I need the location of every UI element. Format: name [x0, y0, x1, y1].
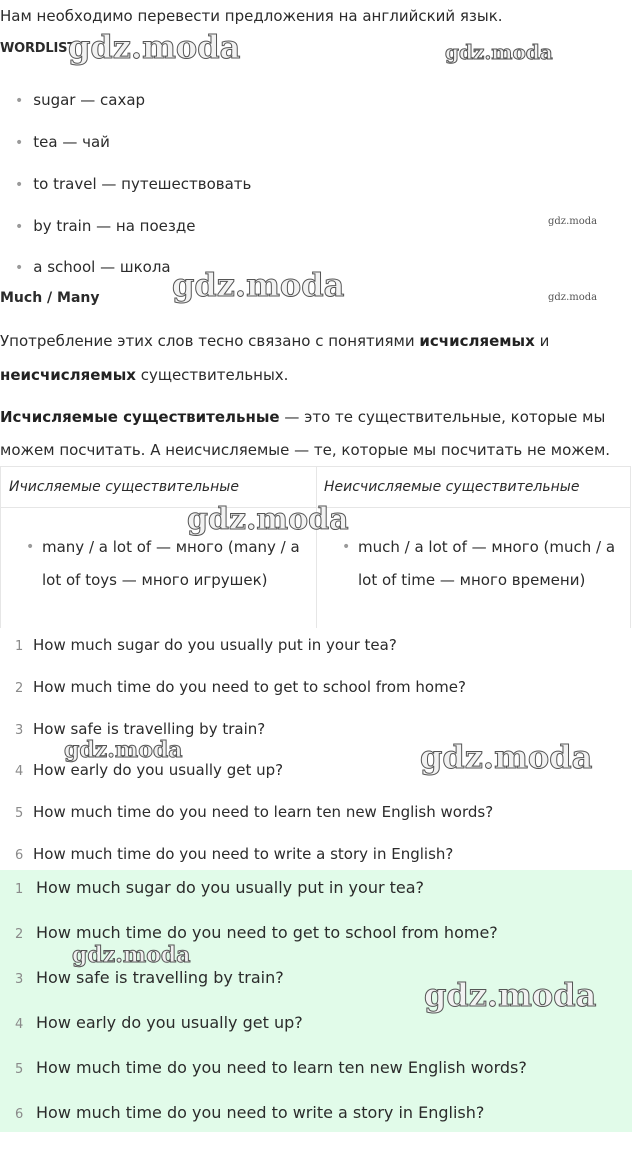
watermark-logo: gdz.moda [64, 737, 183, 763]
vocab-item: • to travel — путешествовать [15, 175, 252, 193]
question-item: 6 How much time do you need to write a story in English? [15, 845, 454, 863]
question-item: 2 How much time do you need to get to school from home? [15, 678, 466, 696]
paragraph-line: Употребление этих слов тесно связано с понятиями исчисляемых и [0, 332, 550, 350]
bullet-icon: • [15, 135, 24, 151]
bullet-icon: • [15, 260, 24, 276]
vocab-item: • by train — на поезде [15, 217, 196, 235]
table-divider [316, 467, 317, 628]
question-item: 5 How much time do you need to learn ten new English words? [15, 803, 494, 821]
bullet-icon: • [15, 177, 24, 193]
bullet-icon: • [15, 219, 24, 235]
bullet-icon: • [15, 93, 24, 109]
vocab-item: • tea — чай [15, 133, 110, 151]
watermark-logo: gdz.moda [68, 28, 241, 66]
wordlist-heading: WORDLIST [0, 41, 76, 56]
vocab-item: • sugar — сахар [15, 91, 146, 109]
answer-item: 4 How early do you usually get up? [15, 1013, 303, 1032]
paragraph-line: неисчисляемых существительных. [0, 366, 289, 384]
table-cell: • many / a lot of — много (many / a lot of toys — много игрушек) [42, 531, 312, 597]
answer-item: 1 How much sugar do you usually put in your tea? [15, 878, 425, 897]
watermark-logo: gdz.moda [548, 216, 598, 227]
paragraph-line: можем посчитать. А неисчисляемые — те, которые мы посчитать не можем. [0, 441, 611, 459]
watermark-logo: gdz.moda [187, 502, 349, 537]
question-item: 3 How safe is travelling by train? [15, 720, 266, 738]
answer-item: 6 How much time do you need to write a story in English? [15, 1103, 485, 1122]
answer-item: 3 How safe is travelling by train? [15, 968, 284, 987]
watermark-logo: gdz.moda [420, 738, 593, 776]
answer-item: 5 How much time do you need to learn ten new English words? [15, 1058, 527, 1077]
question-item: 1 How much sugar do you usually put in your tea? [15, 636, 397, 654]
question-item: 4 How early do you usually get up? [15, 761, 284, 779]
vocab-item: • a school — школа [15, 258, 171, 276]
answer-item: 2 How much time do you need to get to school from home? [15, 923, 498, 942]
section-heading: Much / Many [0, 290, 100, 306]
paragraph-line: Исчисляемые существительные — это те существительные, которые мы [0, 408, 606, 426]
watermark-logo: gdz.moda [72, 942, 191, 968]
table-header: Неисчисляемые существительные [324, 479, 580, 495]
watermark-logo: gdz.moda [172, 266, 345, 304]
intro-text: Нам необходимо перевести предложения на английский язык. [0, 7, 503, 25]
watermark-logo: gdz.moda [548, 292, 598, 303]
table-header: Ичисляемые существительные [9, 479, 239, 495]
nouns-table [0, 466, 631, 628]
watermark-logo: gdz.moda [424, 976, 597, 1014]
bullet-icon: • [26, 539, 35, 555]
bullet-icon: • [342, 539, 351, 555]
watermark-logo: gdz.moda [445, 40, 553, 64]
table-cell: • much / a lot of — много (much / a lot of time — много времени) [358, 531, 628, 597]
